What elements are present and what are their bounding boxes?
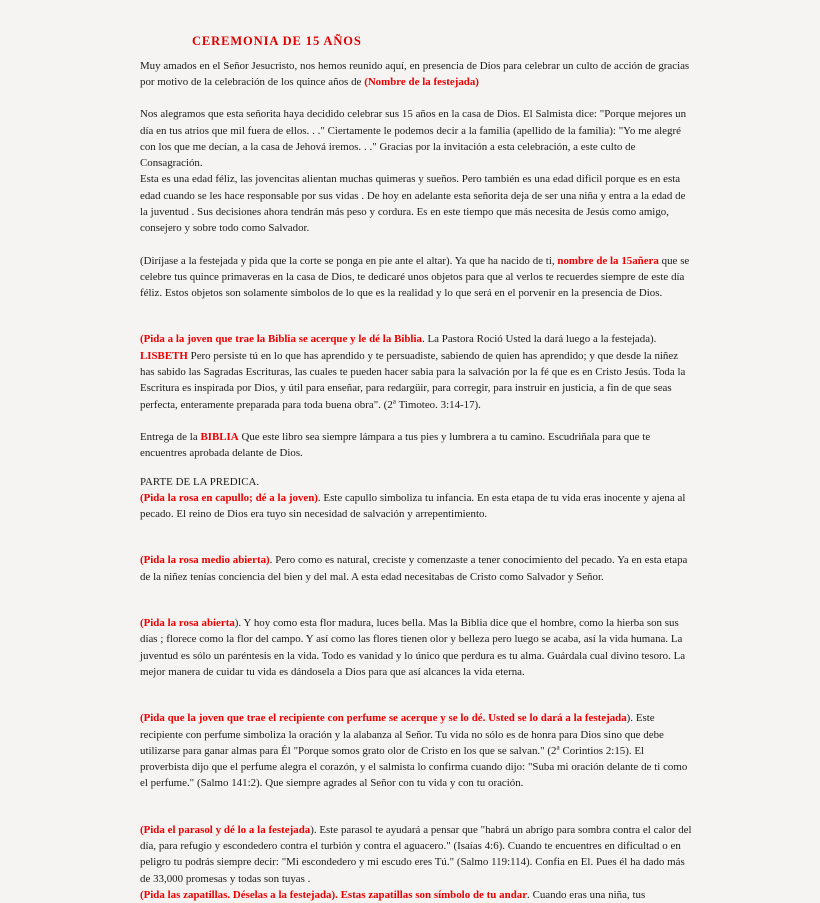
rosa-abierta-text: ). Y hoy como esta flor madura, luces bella. Mas la Biblia dice que el hombre, como la hierba son sus días ; florece como la flor del campo. Y así como las flores tienen olor y belleza pero luego se acaba, así la vida humana. La juventud es sólo un paréntesis en la vida. Todo es vanidad y lo único que perdura es tu alma. Guárdala cual divino tesoro. La mejor manera de cuidar tu vida es dándosela a Dios para que así alcances la vida eterna.	[140, 617, 686, 678]
parasol-text: ). Este parasol te ayudará a pensar que "habrá un abrigo para sombra contra el calor del día, para refugio y escondedero contra el turbión y contra el aguacero." (Isaías 4:6). Cuando te encuentres en dificultad o en peligro tu podrás siempre decir: "Mi escondedero y mi escudo eres Tú." (Salmo 119:114). Confia en El. Pues él ha dado más de 33,000 promesas y todas son tuyas .	[140, 823, 692, 885]
paragraph-zapatillas	[140, 887, 692, 903]
rosa-medio-abierta-text: . Pero como es natural, creciste y comenzaste a tener conocimiento del pecado. Ya en esta etapa de la niñez tenías conciencia del bien y del mal. A esta edad necesitabas de Cristo como Salvador y Señor.	[140, 554, 688, 583]
page-title-text: CEREMONIA DE 15 AÑOS	[192, 34, 362, 48]
paragraph-perfume	[140, 710, 692, 791]
spacer	[140, 90, 692, 106]
paragraph-rosa-medio-abierta	[140, 552, 692, 585]
keyword-biblia: BIBLIA	[200, 430, 239, 443]
instruction-pida-perfume: (Pida que la joven que trae el recipiente con perfume se acerque y se lo dé. Usted se lo dará a la festejada	[140, 712, 627, 725]
spacer	[140, 522, 692, 552]
paragraph-rosa-capullo	[140, 490, 692, 523]
perfume-text-b: Corintios 2:15). El proverbista dijo que el perfume alegra el corazón, y el salmista lo confirma cuando dijo: "Suba mi oración delante de ti como el perfume." (Salmo 141:2). Que siempre agrades al Señor con tu vida y con tu oración.	[140, 744, 688, 790]
spacer	[140, 792, 692, 822]
paragraph-edad-feliz: Esta es una edad féliz, las jovencitas alientan muchas quimeras y sueños. Pero también es una edad dificil porque es en esta edad cuando se les hace responsable por sus vidas . De hoy en adelante esta señorita deja de ser una niña y entra a la edad de la juventud . Sus decisiones ahora tendrán más peso y cordura. Es en este tiempo que más necesita de Jesús como amigo, consejero y sobre todo como Salvador.	[140, 173, 686, 235]
instruction-pida-rosa-capullo: (Pida la rosa en capullo; dé a la joven)	[140, 491, 318, 504]
placeholder-nombre-festejada: (Nombre de la festejada)	[364, 75, 479, 88]
spacer	[140, 680, 692, 710]
zapatillas-text: . Cuando eras una niña, tus	[527, 888, 646, 901]
entrega-text-b: Que este libro sea siempre lámpara a tus pies y lumbrera a tu camino. Escudriñala para que te encuentres aprobada delante de Dios.	[140, 430, 651, 460]
rosa-capullo-text: . Este capullo simboliza tu infancia. En esta etapa de tu vida eras inocente y ajena al pecado. El reino de Dios era tuyo sin necesidad de salvación y arrepentimiento.	[140, 491, 686, 521]
spacer	[140, 237, 692, 253]
page-title	[140, 34, 692, 50]
entrega-text-a: Entrega de la	[140, 430, 201, 443]
paragraph-entrega-biblia	[140, 429, 692, 462]
dirijase-text-b: que se celebre tus quince primaveras en la casa de Dios, te dedicaré unos objetos para que al verlos te recuerdes siempre de este día féliz. Estos objetos son solamente símbolos de lo que es la realidad y lo que será en el porvenir en la presencia de Dios.	[140, 254, 690, 300]
perfume-text-a: ). Este recipiente con perfume simboliza la oración y la alabanza al Señor. Tu vida no sólo es de honra para Dios sino que debe utilizarse para ganar almas para Él "Porque somos grato olor de Cristo en los que se salvan." (2	[140, 712, 664, 757]
invocation-text: Muy amados en el Señor Jesucristo, nos hemos reunido aquí, en presencia de Dios para celebrar un culto de acción de gracias por motivo de la celebración de los quince años de	[140, 59, 690, 88]
section-heading-predica: PARTE DE LA PREDICA.	[140, 475, 260, 488]
spacer	[140, 301, 692, 331]
paragraph-invocation	[140, 58, 692, 91]
instruction-pida-parasol: (Pida el parasol y dé lo a la festejada	[140, 823, 311, 836]
paragraph-dirijase	[140, 253, 692, 302]
spacer	[140, 585, 692, 615]
placeholder-nombre-lisbeth: LISBETH	[140, 349, 188, 362]
instruction-pida-rosa-medio-abierta: (Pida la rosa medio abierta)	[140, 554, 270, 567]
placeholder-nombre-15anera: nombre de la 15añera	[557, 254, 659, 267]
biblia-text-c: Timoteo. 3:14-17).	[395, 398, 481, 411]
paragraph-biblia-instruccion	[140, 331, 692, 412]
paragraph-parasol	[140, 822, 692, 887]
spacer	[140, 413, 692, 429]
spacer	[140, 462, 692, 474]
dirijase-text-a: (Diríjase a la festejada y pida que la corte se ponga en pie ante el altar). Ya que ha nacido de ti,	[140, 254, 558, 267]
instruction-pida-rosa-abierta: (Pida la rosa abierta	[140, 617, 235, 630]
superscript-ordinal: a	[392, 397, 396, 406]
superscript-ordinal: a	[556, 743, 560, 752]
instruction-pida-zapatillas: (Pida las zapatillas. Déselas a la festejada). Estas zapatillas son símbolo de tu andar	[140, 888, 528, 901]
paragraph-rosa-abierta	[140, 615, 692, 680]
instruction-pida-biblia: (Pida a la joven que trae la Biblia se acerque y le dé la Biblia	[140, 333, 422, 346]
biblia-text-b: Pero persiste tú en lo que has aprendido y te persuadiste, sabiendo de quien has aprendido; y que desde la niñez has sabido las Sagradas Escrituras, las cuales te pueden hacer sabia para la salvación por la fé que es en Cristo Jesús. Toda la Escritura es inspirada por Dios, y útil para enseñar, para redargüir, para corregir, para instruir en justicia, a fin de que seas perfecta, enteramente preparada para toda buena obra". (2	[140, 349, 686, 411]
biblia-text-a: . La Pastora Roció Usted la dará luego a la festejada).	[421, 333, 657, 346]
paragraph-salmista: Nos alegramos que esta señorita haya decidido celebrar sus 15 años en la casa de Dios. El Salmista dice: "Porque mejores un día en tus atrios que mil fuera de ellos. . ." Ciertamente le podemos decir a la familia (apellido de la familia): "Yo me alegré con los que me decían, a la casa de Jehová iremos. . ." Gracias por la invitación a esta celebración, a este culto de Consagración.	[140, 108, 687, 170]
